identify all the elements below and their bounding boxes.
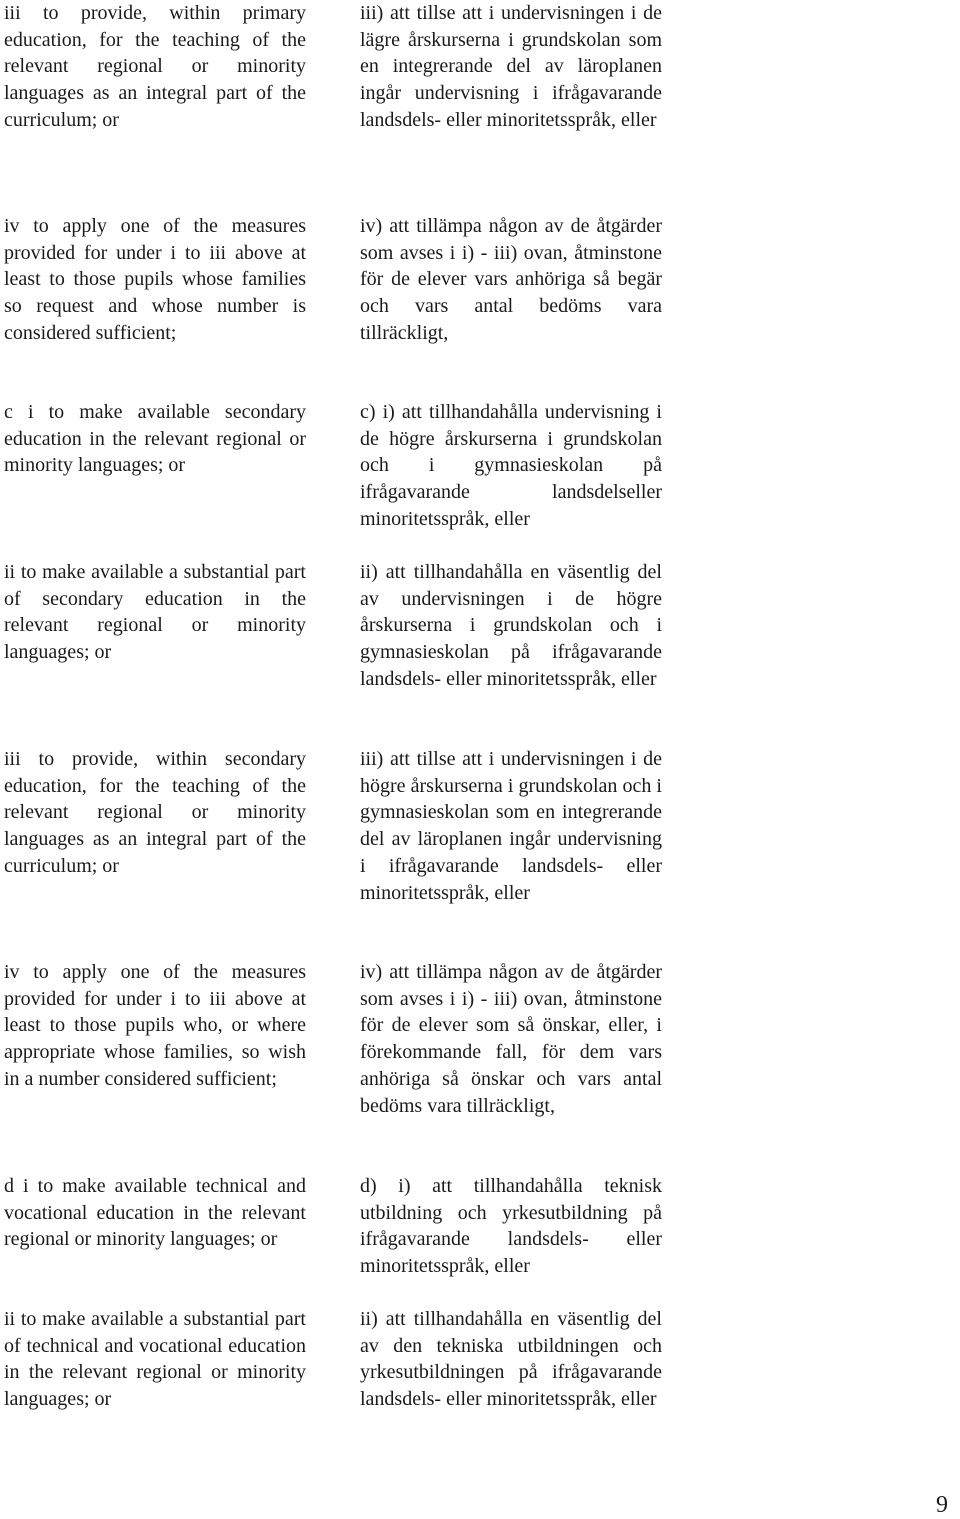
- swedish-paragraph: iv) att tillämpa någon av de åtgärder som avses i i) - iii) ovan, åtminstone för de elever som så önskar, eller, i förekommande fall, för dem vars anhöriga så önskar och vars antal bedöms vara tillräckligt,: [360, 961, 662, 1117]
- english-paragraph: ii to make available a substantial part of technical and vocational education in the relevant regional or minority languages; or: [4, 1308, 306, 1411]
- english-paragraph: d i to make available technical and vocational education in the relevant regional or minority languages; or: [4, 1175, 306, 1251]
- english-paragraph: iii to provide, within primary education, for the teaching of the relevant regional or minority languages as an integral part of the curriculum; or: [4, 2, 306, 131]
- swedish-paragraph: d) i) att tillhandahålla teknisk utbildning och yrkesutbildning på ifrågavarande landsdels- eller minoritetsspråk, eller: [360, 1175, 662, 1278]
- english-paragraph: ii to make available a substantial part of secondary education in the relevant regional or minority languages; or: [4, 561, 306, 664]
- english-paragraph: iii to provide, within secondary education, for the teaching of the relevant regional or minority languages as an integral part of the curriculum; or: [4, 748, 306, 877]
- swedish-paragraph: c) i) att tillhandahålla undervisning i de högre årskurserna i grundskolan och i gymnasieskolan på ifrågavarande landsdelseller minoritetsspråk, eller: [360, 401, 662, 530]
- swedish-paragraph: ii) att tillhandahålla en väsentlig del av undervisningen i de högre årskurserna i grundskolan och i gymnasieskolan på ifrågavarande landsdels- eller minoritetsspråk, eller: [360, 561, 662, 690]
- english-paragraph: iv to apply one of the measures provided for under i to iii above at least to those pupils who, or where appropriate whose families, so wish in a number considered sufficient;: [4, 961, 306, 1090]
- page-number: 9: [936, 1492, 948, 1518]
- swedish-paragraph: iv) att tillämpa någon av de åtgärder som avses i i) - iii) ovan, åtminstone för de elever vars anhöriga så begär och vars antal bedöms vara tillräckligt,: [360, 215, 662, 344]
- swedish-paragraph: iii) att tillse att i undervisningen i de högre årskurserna i grundskolan och i gymnasieskolan som en integrerande del av läroplanen ingår undervisning i ifrågavarande landsdels- eller minoritetsspråk, eller: [360, 748, 662, 904]
- english-paragraph: c i to make available secondary education in the relevant regional or minority languages; or: [4, 401, 306, 477]
- swedish-paragraph: iii) att tillse att i undervisningen i de lägre årskurserna i grundskolan som en integrerande del av läroplanen ingår undervisning i ifrågavarande landsdels- eller minoritetsspråk, eller: [360, 2, 662, 131]
- swedish-paragraph: ii) att tillhandahålla en väsentlig del av den tekniska utbildningen och yrkesutbildningen på ifrågavarande landsdels- eller minoritetsspråk, eller: [360, 1308, 662, 1411]
- english-paragraph: iv to apply one of the measures provided for under i to iii above at least to those pupils whose families so request and whose number is considered sufficient;: [4, 215, 306, 344]
